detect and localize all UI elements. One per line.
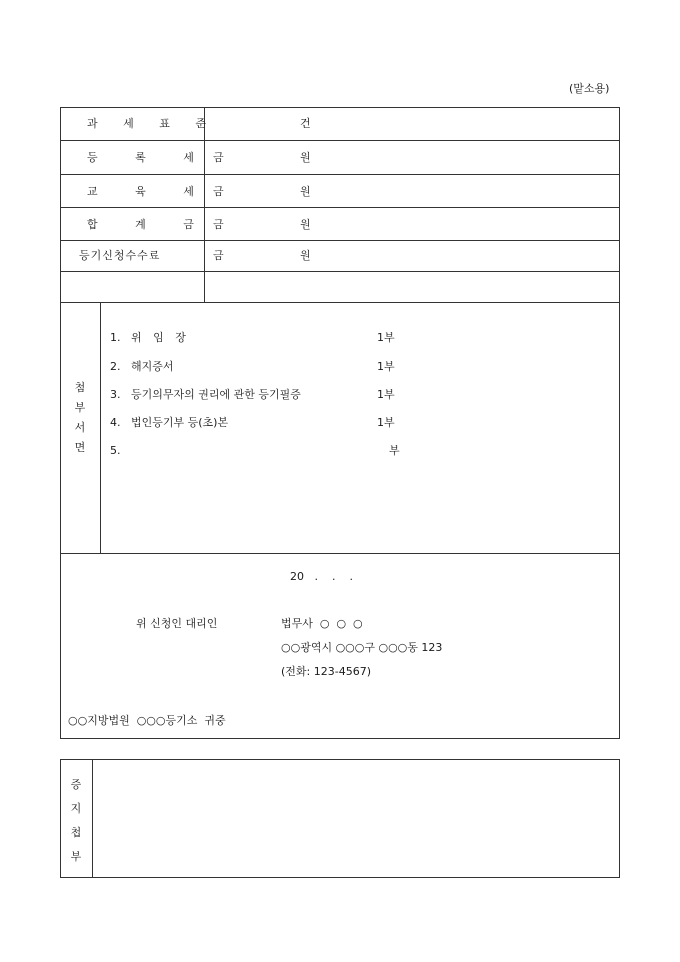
- fee-unit: 원: [300, 249, 311, 262]
- attachments-divider: [100, 302, 101, 553]
- agent-phone: (전화: 123-4567): [281, 665, 371, 678]
- row-divider: [60, 240, 620, 241]
- attachment-num: 3.: [110, 388, 121, 401]
- fee-label-registration-tax: 등 록 세: [87, 151, 211, 164]
- attachment-name: 법인등기부 등(초)본: [131, 416, 229, 429]
- fee-unit: 원: [300, 218, 311, 231]
- agent-name: 법무사 ○ ○ ○: [281, 617, 363, 630]
- fee-column-divider: [204, 107, 205, 302]
- court-addressee: ○○지방법원 ○○○등기소 귀중: [68, 714, 226, 727]
- agent-address: ○○광역시 ○○○구 ○○○동 123: [281, 641, 443, 654]
- fee-value-tax-base: 건: [300, 117, 311, 130]
- stamp-title: 증 지 첩 부: [70, 778, 82, 863]
- row-divider: [60, 302, 620, 303]
- row-divider: [60, 174, 620, 175]
- attachment-name: 해지증서: [131, 360, 174, 373]
- attachment-num: 4.: [110, 416, 121, 429]
- fee-prefix: 금: [213, 218, 224, 231]
- fee-prefix: 금: [213, 185, 224, 198]
- fee-label-education-tax: 교 육 세: [87, 185, 211, 198]
- attachment-count: 1부: [377, 416, 395, 429]
- stamp-attachment-box: [60, 759, 620, 878]
- attachment-num: 5.: [110, 444, 121, 457]
- attachment-num: 1.: [110, 331, 121, 344]
- fee-unit: 원: [300, 185, 311, 198]
- attachment-name: 위 임 장: [131, 331, 190, 344]
- attachment-count: 1부: [377, 331, 395, 344]
- attachment-count: 부: [389, 444, 400, 457]
- row-divider: [60, 207, 620, 208]
- fee-label-total: 합 계 금: [87, 218, 211, 231]
- attachments-title: 첨 부 서 면: [74, 381, 86, 454]
- fee-prefix: 금: [213, 151, 224, 164]
- fee-label-tax-base: 과 세 표 준: [87, 117, 217, 130]
- row-divider: [60, 271, 620, 272]
- fee-unit: 원: [300, 151, 311, 164]
- attachments-bottom: [60, 553, 620, 554]
- attachment-count: 1부: [377, 360, 395, 373]
- agent-label: 위 신청인 대리인: [136, 617, 218, 630]
- attachment-num: 2.: [110, 360, 121, 373]
- copy-label: (맡소용): [569, 82, 610, 95]
- fee-prefix: 금: [213, 249, 224, 262]
- stamp-divider: [92, 759, 93, 878]
- application-date: 20 . . .: [290, 570, 353, 583]
- row-divider: [60, 140, 620, 141]
- attachment-count: 1부: [377, 388, 395, 401]
- fee-label-filing-fee: 등기신청수수료: [79, 249, 161, 262]
- attachment-name: 등기의무자의 권리에 관한 등기필증: [131, 388, 301, 401]
